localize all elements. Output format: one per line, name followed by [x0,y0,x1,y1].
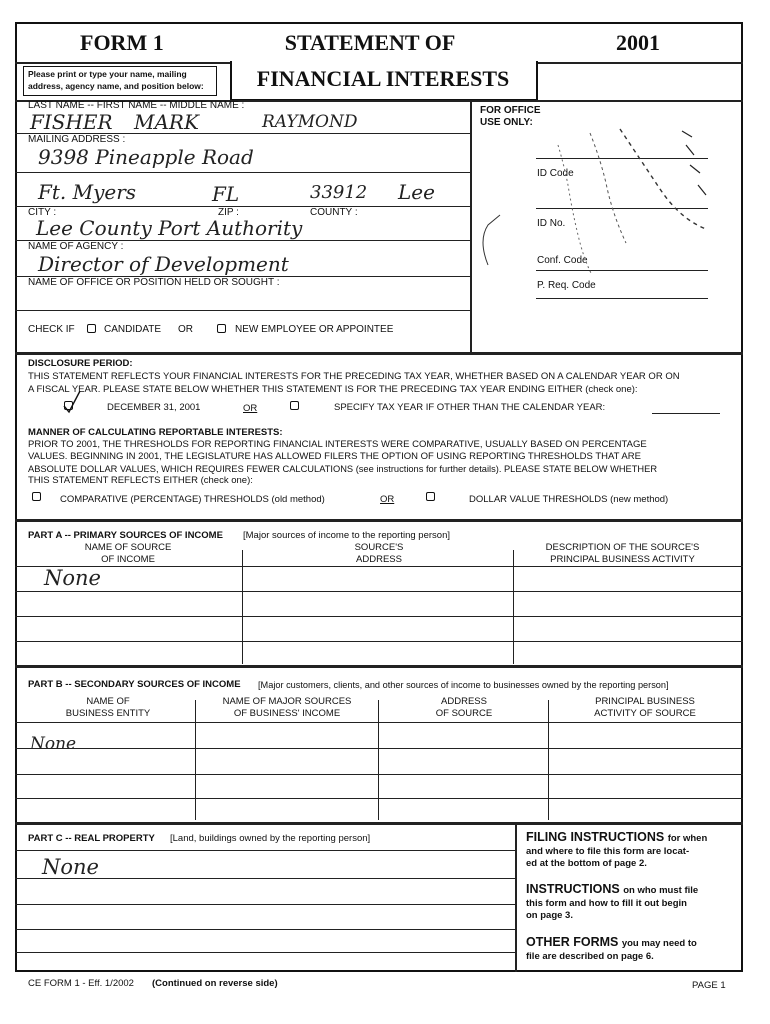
part-b-note: [Major customers, clients, and other sources of income to businesses owned by the reporting person] [258,680,669,690]
check-mark-icon [58,388,84,416]
part-a-col3-l1: DESCRIPTION OF THE SOURCE'S [545,542,700,553]
dec31-label: DECEMBER 31, 2001 [107,402,201,413]
part-b-col4-l2: ACTIVITY OF SOURCE [594,708,696,719]
last-name-value: FISHER [30,110,113,134]
disclosure-text-1: THIS STATEMENT REFLECTS YOUR FINANCIAL INTERESTS FOR THE PRECEDING TAX YEAR, WHETHER BASED ON A CALENDAR YEAR OR ON [28,371,680,382]
part-c-note: [Land, buildings owned by the reporting person] [170,833,371,844]
part-c-heading: PART C -- REAL PROPERTY [28,833,155,844]
part-b-entry: None [30,734,77,754]
part-a-note: [Major sources of income to the reporting person] [243,530,450,541]
disclosure-or: OR [243,403,258,414]
new-employee-checkbox[interactable] [217,324,226,333]
print-note-line-1: Please print or type your name, mailing [28,69,187,79]
manner-heading: MANNER OF CALCULATING REPORTABLE INTERESTS: [28,427,283,438]
part-b-col2-l2: OF BUSINESS' INCOME [233,708,341,719]
instr-head: INSTRUCTIONS [526,882,620,896]
part-b-col1-l1: NAME OF [86,696,130,707]
new-employee-label: NEW EMPLOYEE OR APPOINTEE [235,324,394,335]
instr-line-1: this form and how to fill it out begin [526,898,687,909]
zip-label: ZIP : [218,207,239,218]
part-b-col3-l1: ADDRESS [441,696,487,707]
part-b-col3-l2: OF SOURCE [435,708,493,719]
agency-value: Lee County Port Authority [36,216,303,240]
part-b-heading: PART B -- SECONDARY SOURCES OF INCOME [28,679,241,690]
manner-text-3: ABSOLUTE DOLLAR VALUES, WHICH REQUIRES FEWER CALCULATIONS (see instructions for further details). PLEASE STATE BELOW WHETHER [28,464,658,474]
instr-line-2: on page 3. [526,910,573,921]
form-year: 2001 [616,30,660,55]
footer-continued: (Continued on reverse side) [152,978,278,989]
part-b-col4-l1: PRINCIPAL BUSINESS [595,696,695,707]
title-line-2: FINANCIAL INTERESTS [256,66,510,91]
part-a-col1-l2: OF INCOME [101,554,155,565]
p-req-code-label: P. Req. Code [537,280,596,291]
disclosure-heading: DISCLOSURE PERIOD: [28,358,133,369]
part-a-col2-l2: ADDRESS [356,554,402,565]
filing-head: FILING INSTRUCTIONS [526,830,665,844]
footer-form-id: CE FORM 1 - Eff. 1/2002 [28,978,134,989]
first-name-value: MARK [134,110,199,134]
filing-line-1: and where to file this form are locat- [526,846,690,857]
city-label: CITY : [28,207,57,218]
part-a-col3-l2: PRINCIPAL BUSINESS ACTIVITY [550,554,695,565]
middle-name-value: RAYMOND [262,112,358,132]
id-code-label: ID Code [537,168,574,179]
part-a-entry: None [44,566,101,590]
zip-value: 33912 [310,182,368,203]
mailing-label: MAILING ADDRESS : [28,134,126,145]
or-label: OR [178,324,193,335]
filing-line-2: ed at the bottom of page 2. [526,858,647,869]
other-tail: you may need to [621,938,697,949]
part-a-heading: PART A -- PRIMARY SOURCES OF INCOME [28,530,223,541]
manner-text-1: PRIOR TO 2001, THE THRESHOLDS FOR REPORTING FINANCIAL INTERESTS WERE COMPARATIVE, USUALLY BASED ON PERCENTAGE [28,439,647,450]
street-value: 9398 Pineapple Road [38,145,254,169]
print-note-line-2: address, agency name, and position below: [28,81,204,91]
other-head: OTHER FORMS [526,935,619,949]
position-label: NAME OF OFFICE OR POSITION HELD OR SOUGHT : [28,277,280,288]
instr-tail: on who must file [623,885,699,896]
dollar-label: DOLLAR VALUE THRESHOLDS (new method) [469,494,669,505]
conf-code-label: Conf. Code [537,255,588,266]
county-value: Lee [398,180,435,204]
received-stamp [470,125,730,305]
who-must-file [526,882,738,922]
comparative-checkbox[interactable] [32,492,41,501]
specify-year-checkbox[interactable] [290,401,299,410]
manner-text-2: VALUES. BEGINNING IN 2001, THE LEGISLATURE HAS ALLOWED FILERS THE OPTION OF USING REPORTING THRESHOLDS THAT ARE [28,451,641,462]
state-value: FL [212,182,240,206]
manner-or: OR [380,494,395,505]
specify-year-label: SPECIFY TAX YEAR IF OTHER THAN THE CALENDAR YEAR: [334,402,606,413]
form-number: FORM 1 [80,30,164,55]
disclosure-text-2: A FISCAL YEAR. PLEASE STATE BELOW WHETHER THIS STATEMENT IS FOR THE PRECEDING TAX YEAR ENDING EITHER (check one): [28,384,638,395]
footer-page: PAGE 1 [692,980,726,991]
office-title-2: USE ONLY: [480,117,533,128]
other-forms [526,935,738,963]
dollar-checkbox[interactable] [426,492,435,501]
id-no-label: ID No. [537,218,566,229]
comparative-label: COMPARATIVE (PERCENTAGE) THRESHOLDS (old method) [60,494,325,505]
part-a-col1-l1: NAME OF SOURCE [84,542,172,553]
other-line-1: file are described on page 6. [526,951,654,962]
agency-label: NAME OF AGENCY : [28,241,124,252]
city-value: Ft. Myers [38,180,137,204]
county-label: COUNTY : [310,207,358,218]
part-a-col2-l1: SOURCE'S [354,542,404,553]
office-title-1: FOR OFFICE [480,105,541,116]
manner-text-4: THIS STATEMENT REFLECTS EITHER (check one): [28,475,253,486]
title-line-1: STATEMENT OF [284,30,456,55]
check-if-label: CHECK IF [28,324,75,335]
candidate-checkbox[interactable] [87,324,96,333]
position-value: Director of Development [38,252,289,276]
filing-instructions [526,830,738,870]
name-label: LAST NAME -- FIRST NAME -- MIDDLE NAME : [28,100,245,111]
part-c-entry: None [42,855,99,879]
candidate-label: CANDIDATE [104,324,162,335]
filing-tail: for when [667,833,708,844]
part-b-col2-l1: NAME OF MAJOR SOURCES [222,696,352,707]
part-b-col1-l2: BUSINESS ENTITY [65,708,151,719]
